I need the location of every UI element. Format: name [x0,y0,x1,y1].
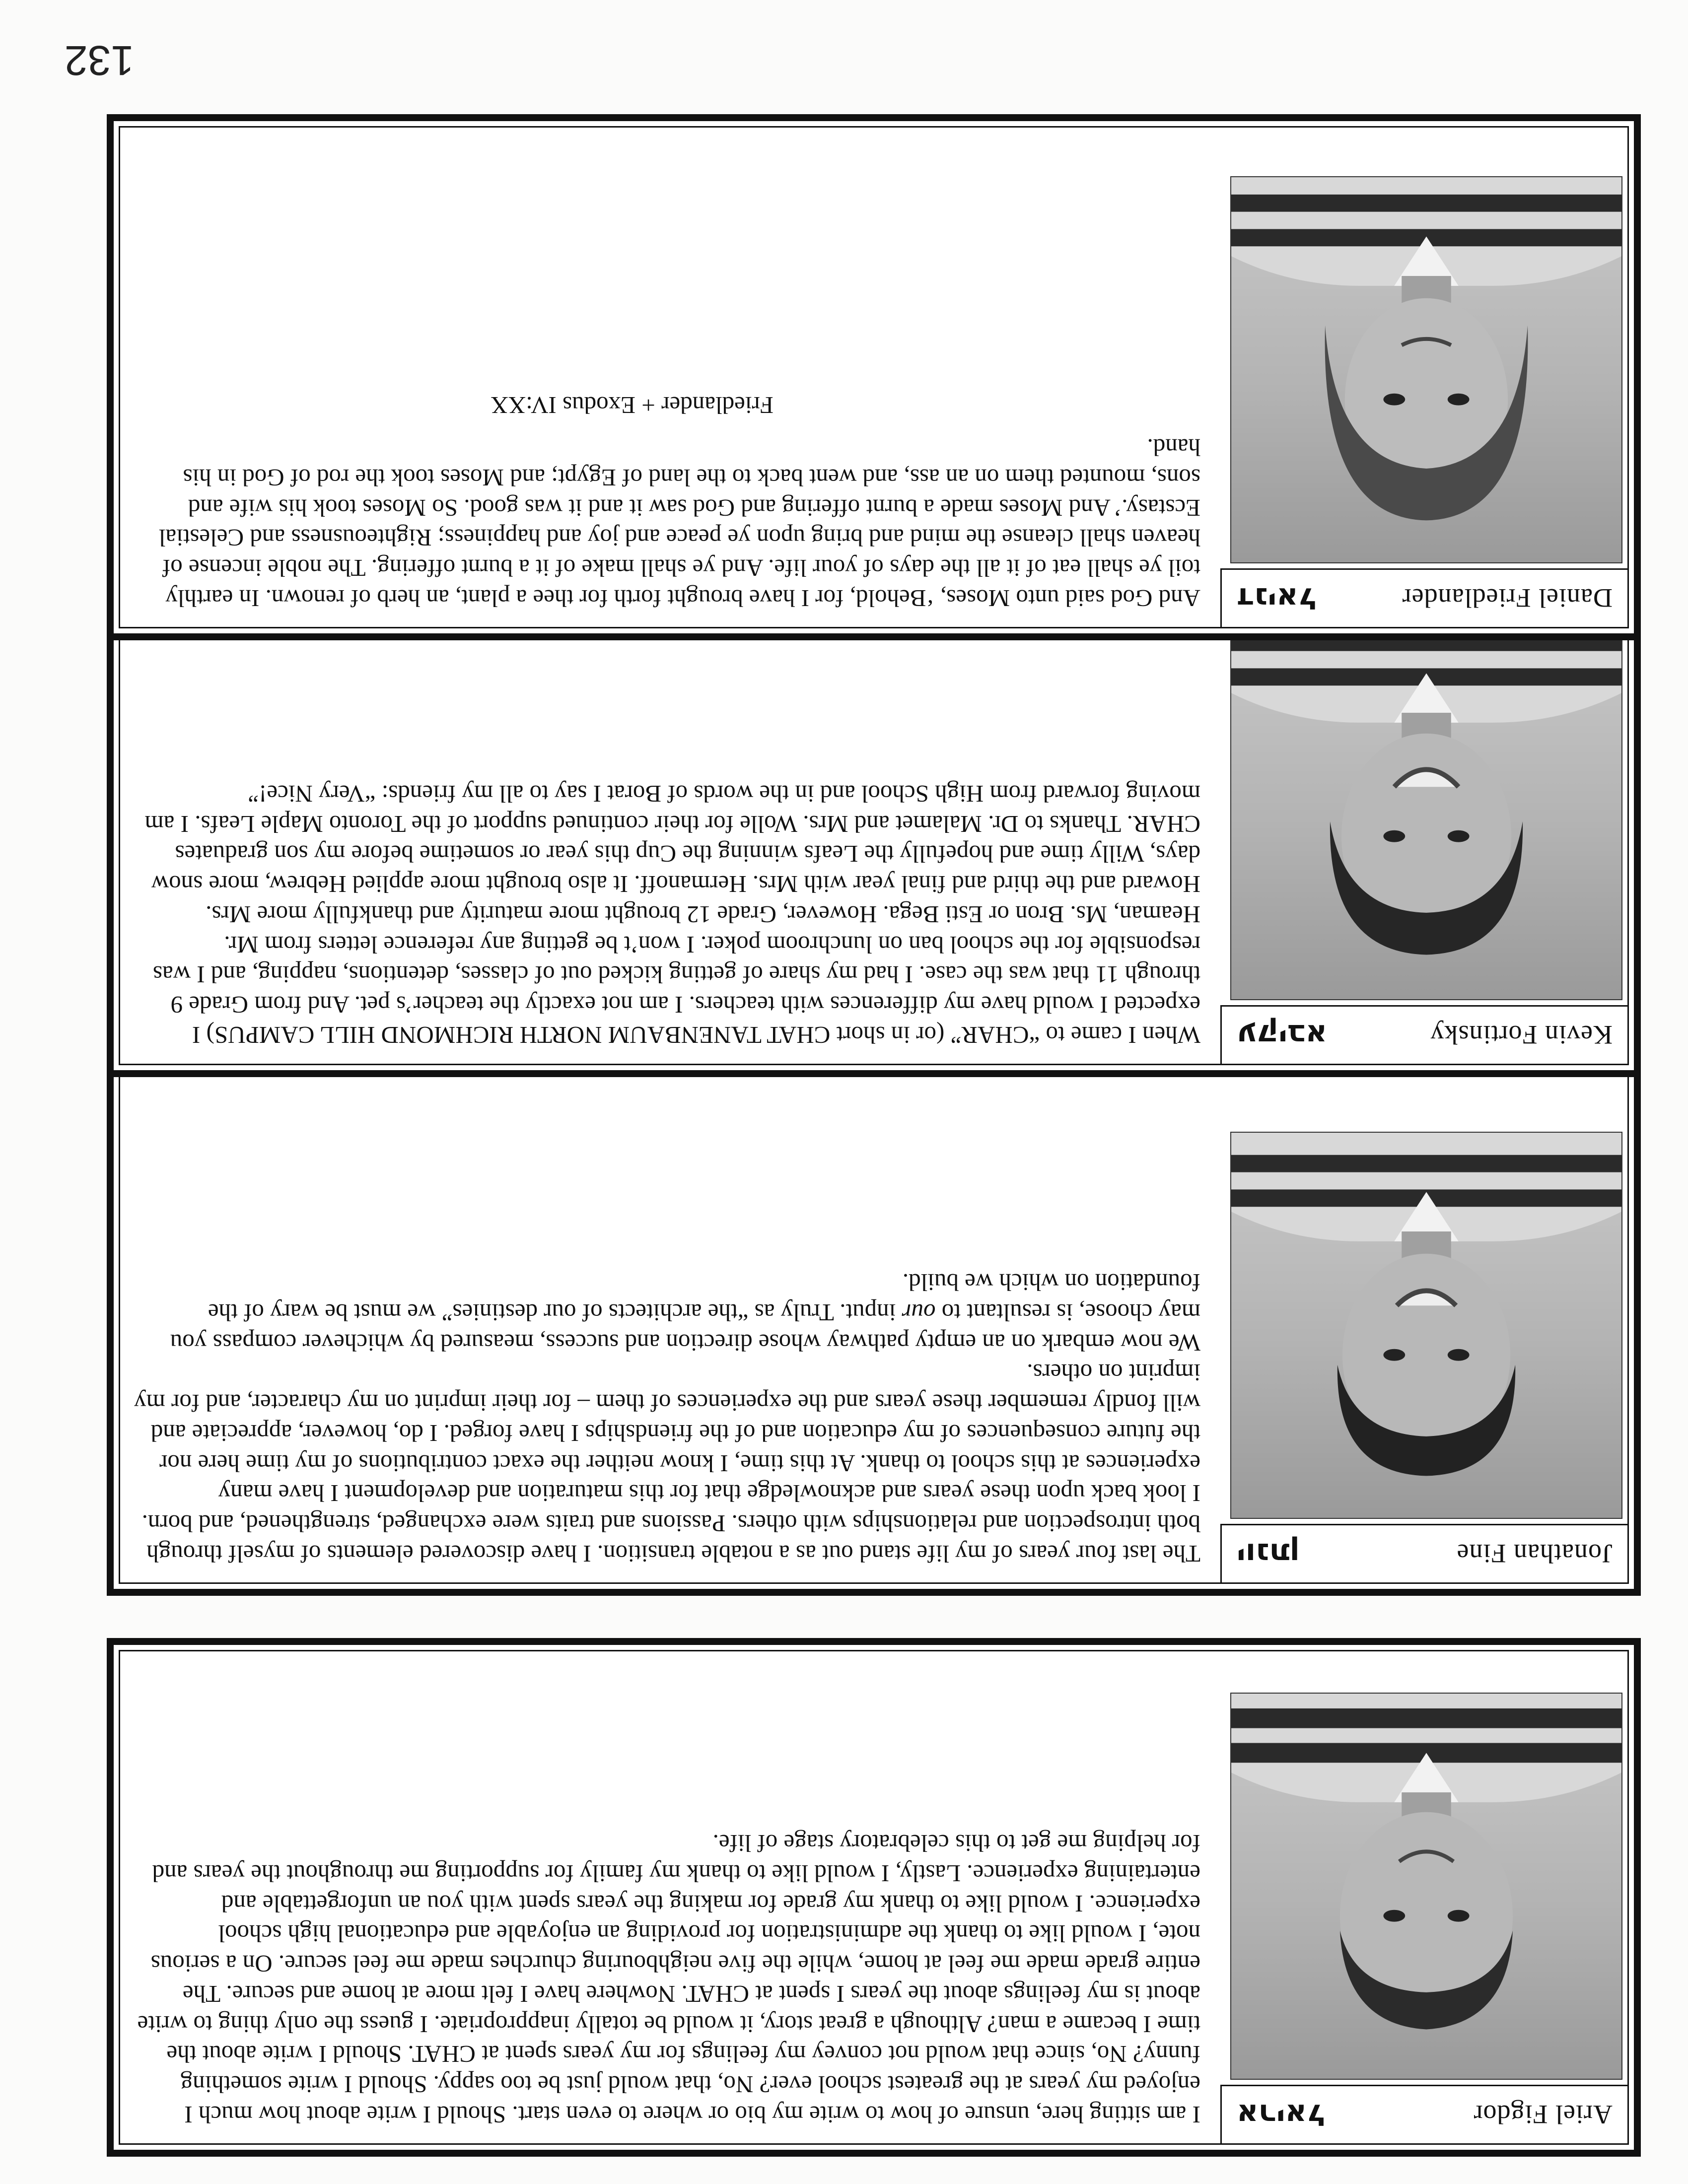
page-number: 132 [64,37,134,84]
student-card [107,1060,1641,1596]
student-card [107,114,1641,640]
student-bio [133,1828,1200,2130]
name-plate [1220,1524,1627,1582]
student-bio [133,778,1200,1050]
student-bio [133,390,1200,613]
bio-paragraph: I am sitting here, unsure of how to write my bio or where to even start. Should I write about how much I enjoyed my years at the greatest school ever? No, that would just be too sappy. Should I write something funny? No, since that would not convey my feelings for my years spent at CHAT. Should I write about the time I became a man? Although a great story, it would be totally inappropriate. I guess the only thing to write about is my feelings about the years I spent at CHAT. Nowhere have I felt more at home and secure. The entire grade made me feel at home, while the five neighbouring churches made me feel secure. On a serious note, I would like to thank the administration for providing an enjoyable and educational high school experience. I would like to thank my grade for making the years spent with you an unforgettable and entertaining experience. Lastly, I would like to thank my family for supporting me throughout the years and for helping me get to this celebratory stage of life. [137,1830,1200,2128]
student-photo [1230,176,1622,563]
student-photo [1230,613,1622,1000]
bio-paragraph: The last four years of my life stand out as a notable transition. I have discovered elements of myself through both introspection and relationships with others. Passions and traits were exchanged, strengthened, and born. I look back upon these years and acknowledge that for this maturation and development I have many experiences at this school to thank. At this time, I know neither the exact contributions of my time here nor the future consequences of my education and of the friendships I have forged. I do, however, appreciate and will fondly remember these years and the experiences of them – for their imprint on my character, and for my imprint on others. [134,1359,1200,1568]
student-name: Jonathan Fine [1456,1539,1613,1569]
student-card [107,1638,1641,2157]
student-photo [1230,1693,1622,2080]
bio-emphasis: our [902,1299,936,1326]
student-hebrew-name: יונתן [1237,1536,1300,1571]
bio-paragraph: When I came to “CHAR” (or in short CHAT TANENBAUM NORTH RICHMOND HILL CAMPUS) I expected I would have my differences with teachers. I am not exactly the teacher’s pet. And from Grade 9 through 11 that was the case. I had my share of getting kicked out of classes, detentions, napping, and I was responsible for the school ban on lunchroom poker. I won’t be getting any reference letters from Mr. Heaman, Ms. Bron or Esti Bega. However, Grade 12 brought more maturity and thankfully more Mrs. Howard and the third and final year with Mrs. Hermanoff. It also brought more applied Hebrew, more snow days, Willy time and hopefully the Leafs winning the Cup this year or sometime before my son graduates CHAR. Thanks to Dr. Malamet and Mrs. Wolle for their continued support of the Toronto Maple Leafs. I am moving forward from High School and in the words of Borat I say to all my friends: “Very Nice!” [144,780,1200,1049]
bio-signature: Friedlander + Exodus IV:XX [491,392,774,419]
student-photo [1230,1132,1622,1519]
student-hebrew-name: עקיבא [1237,1018,1328,1053]
student-bio [133,1267,1200,1569]
bio-paragraph [133,1267,1200,1358]
student-name: Daniel Friedlander [1402,583,1613,614]
bio-paragraph: And God said unto Moses, ‘Behold, for I have brought forth for thee a plant, an herb of renown. In earthly toil ye shall eat of it all the days of your life. And ye shall make of it a burnt offering. The noble incense of heaven shall cleanse the mind and bring upon ye peace and joy and happiness; Righteousness and Celestial Ecstasy.’ And Moses made a burnt offering and God saw it and it was good. So Moses took his wife and sons, mounted them on an ass, and went back to the land of Egypt; and Moses took the rod of God in his hand. [158,434,1200,612]
student-hebrew-name: אריאל [1237,2097,1325,2132]
student-hebrew-name: דניאל [1237,581,1317,616]
name-plate [1220,1005,1627,1064]
student-name: Ariel Figdor [1473,2100,1613,2130]
name-plate [1220,2085,1627,2143]
name-plate [1220,568,1627,627]
bio-text: We now embark on an empty pathway whose direction and success, measured by whichever compass you may choose, is resultant to [170,1299,1200,1357]
student-name: Kevin Fortinsky [1430,1020,1613,1050]
bio-text: input. Truly as “the architects of our destinies” we must be wary of the foundation on which we build. [208,1269,1200,1326]
